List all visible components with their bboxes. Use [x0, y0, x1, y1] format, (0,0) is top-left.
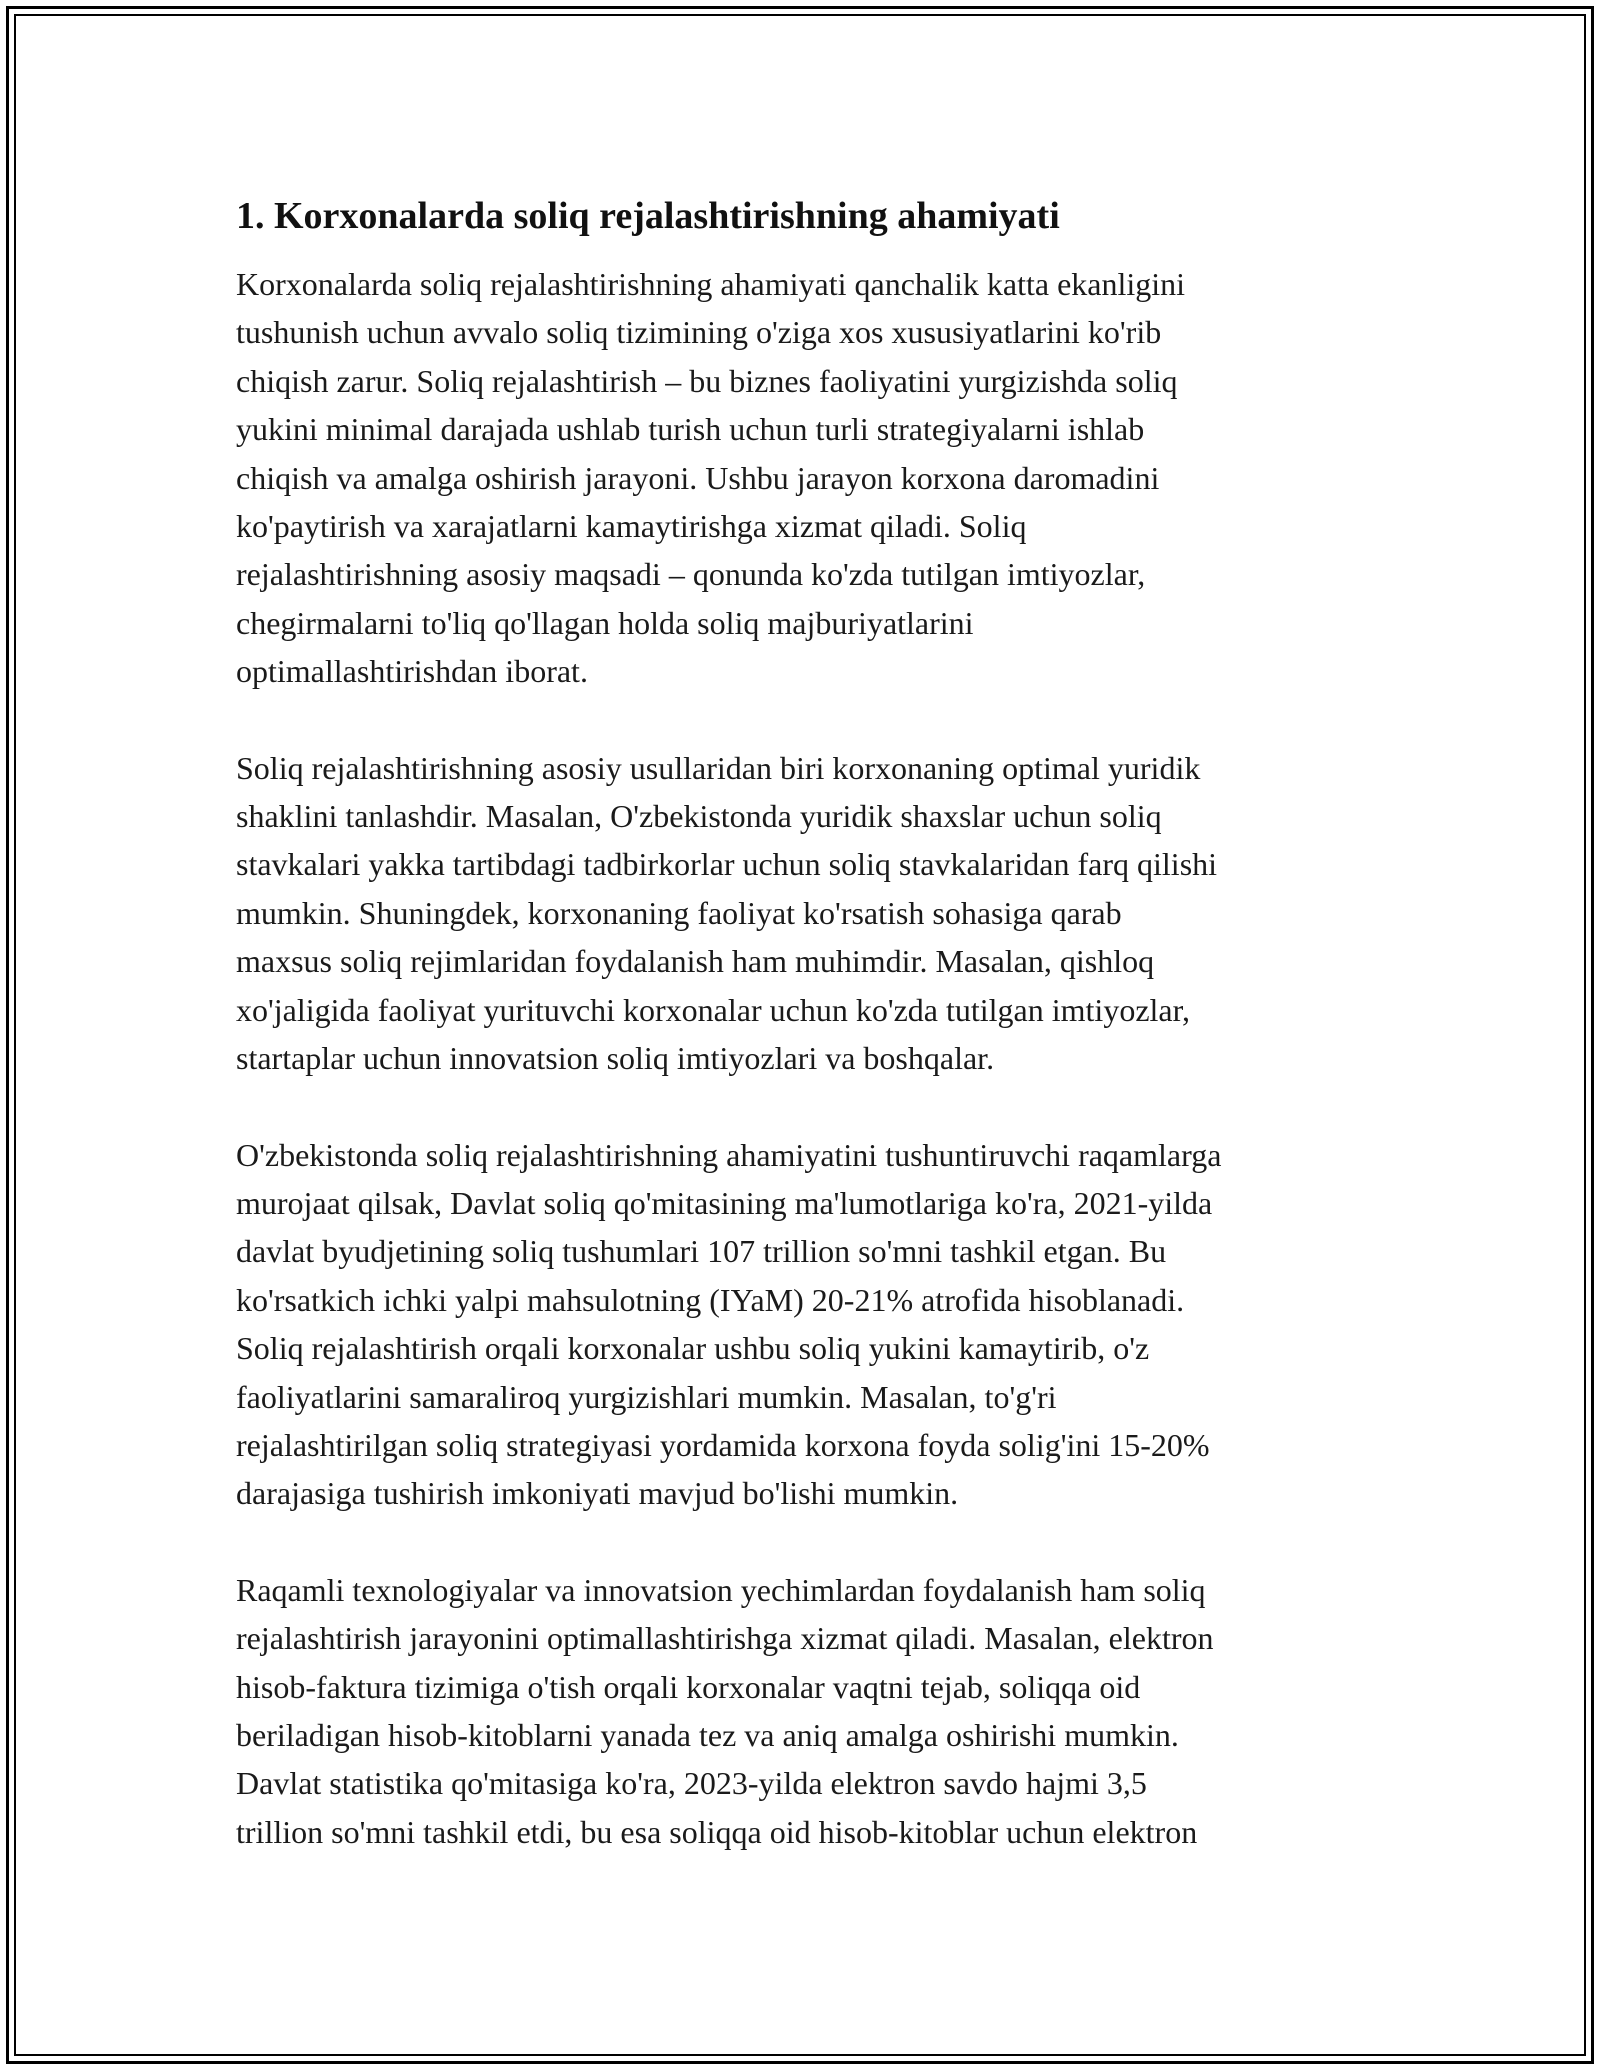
text-line: O'zbekistonda soliq rejalashtirishning ahamiyatini tushuntiruvchi raqamlarga: [236, 1136, 1222, 1173]
document-body: [236, 188, 1370, 1904]
text-line: yukini minimal darajada ushlab turish uchun turli strategiyalarni ishlab: [236, 411, 1145, 448]
text-line: tushunish uchun avvalo soliq tizimining o'ziga xos xususiyatlarini ko'rib: [236, 314, 1162, 351]
text-line: Davlat statistika qo'mitasiga ko'ra, 2023-yilda elektron savdo hajmi 3,5: [236, 1765, 1147, 1802]
text-line: startaplar uchun innovatsion soliq imtiyozlari va boshqalar.: [236, 1040, 995, 1077]
text-line: mumkin. Shuningdek, korxonaning faoliyat ko'rsatish sohasiga qarab: [236, 894, 1122, 931]
text-line: faoliyatlarini samaraliroq yurgizishlari mumkin. Masalan, to'g'ri: [236, 1378, 1057, 1415]
text-line: rejalashtirishning asosiy maqsadi – qonunda ko'zda tutilgan imtiyozlar,: [236, 556, 1146, 593]
text-line: darajasiga tushirish imkoniyati mavjud bo'lishi mumkin.: [236, 1475, 959, 1512]
text-line: hisob-faktura tizimiga o'tish orqali korxonalar vaqtni tejab, soliqqa oid: [236, 1668, 1141, 1705]
paragraph-1: [236, 260, 1370, 696]
text-line: xo'jaligida faoliyat yurituvchi korxonalar uchun ko'zda tutilgan imtiyozlar,: [236, 991, 1190, 1028]
paragraph-3: [236, 1131, 1370, 1518]
text-line: chiqish va amalga oshirish jarayoni. Ushbu jarayon korxona daromadini: [236, 459, 1160, 496]
text-line: ko'paytirish va xarajatlarni kamaytirishga xizmat qiladi. Soliq: [236, 508, 1027, 545]
text-line: beriladigan hisob-kitoblarni yanada tez va aniq amalga oshirishi mumkin.: [236, 1716, 1179, 1753]
text-line: trillion so'mni tashkil etdi, bu esa soliqqa oid hisob-kitoblar uchun elektron: [236, 1813, 1198, 1850]
text-line: chiqish zarur. Soliq rejalashtirish – bu biznes faoliyatini yurgizishda soliq: [236, 362, 1178, 399]
text-line: optimallashtirishdan iborat.: [236, 653, 588, 690]
text-line: shaklini tanlashdir. Masalan, O'zbekistonda yuridik shaxslar uchun soliq: [236, 798, 1162, 835]
text-line: Raqamli texnologiyalar va innovatsion yechimlardan foydalanish ham soliq: [236, 1571, 1206, 1608]
text-line: rejalashtirish jarayonini optimallashtirishga xizmat qiladi. Masalan, elektron: [236, 1620, 1214, 1657]
text-line: Korxonalarda soliq rejalashtirishning ahamiyati qanchalik katta ekanligini: [236, 266, 1186, 302]
text-line: davlat byudjetining soliq tushumlari 107 trillion so'mni tashkil etgan. Bu: [236, 1233, 1167, 1270]
text-line: Soliq rejalashtirishning asosiy usullaridan biri korxonaning optimal yuridik: [236, 749, 1201, 786]
paragraph-4: [236, 1566, 1370, 1856]
section-heading: 1. Korxonalarda soliq rejalashtirishning ahamiyati: [236, 195, 1060, 237]
text-line: stavkalari yakka tartibdagi tadbirkorlar uchun soliq stavkalaridan farq qilishi: [236, 846, 1218, 883]
text-line: Soliq rejalashtirish orqali korxonalar ushbu soliq yukini kamaytirib, o'z: [236, 1330, 1150, 1367]
text-line: chegirmalarni to'liq qo'llagan holda soliq majburiyatlarini: [236, 604, 974, 641]
text-line: rejalashtirilgan soliq strategiyasi yordamida korxona foyda solig'ini 15-20%: [236, 1426, 1210, 1463]
text-line: maxsus soliq rejimlaridan foydalanish ham muhimdir. Masalan, qishloq: [236, 943, 1155, 980]
paragraph-2: [236, 744, 1370, 1083]
text-line: murojaat qilsak, Davlat soliq qo'mitasining ma'lumotlariga ko'ra, 2021-yilda: [236, 1184, 1213, 1221]
text-line: ko'rsatkich ichki yalpi mahsulotning (IYaM) 20-21% atrofida hisoblanadi.: [236, 1281, 1185, 1318]
